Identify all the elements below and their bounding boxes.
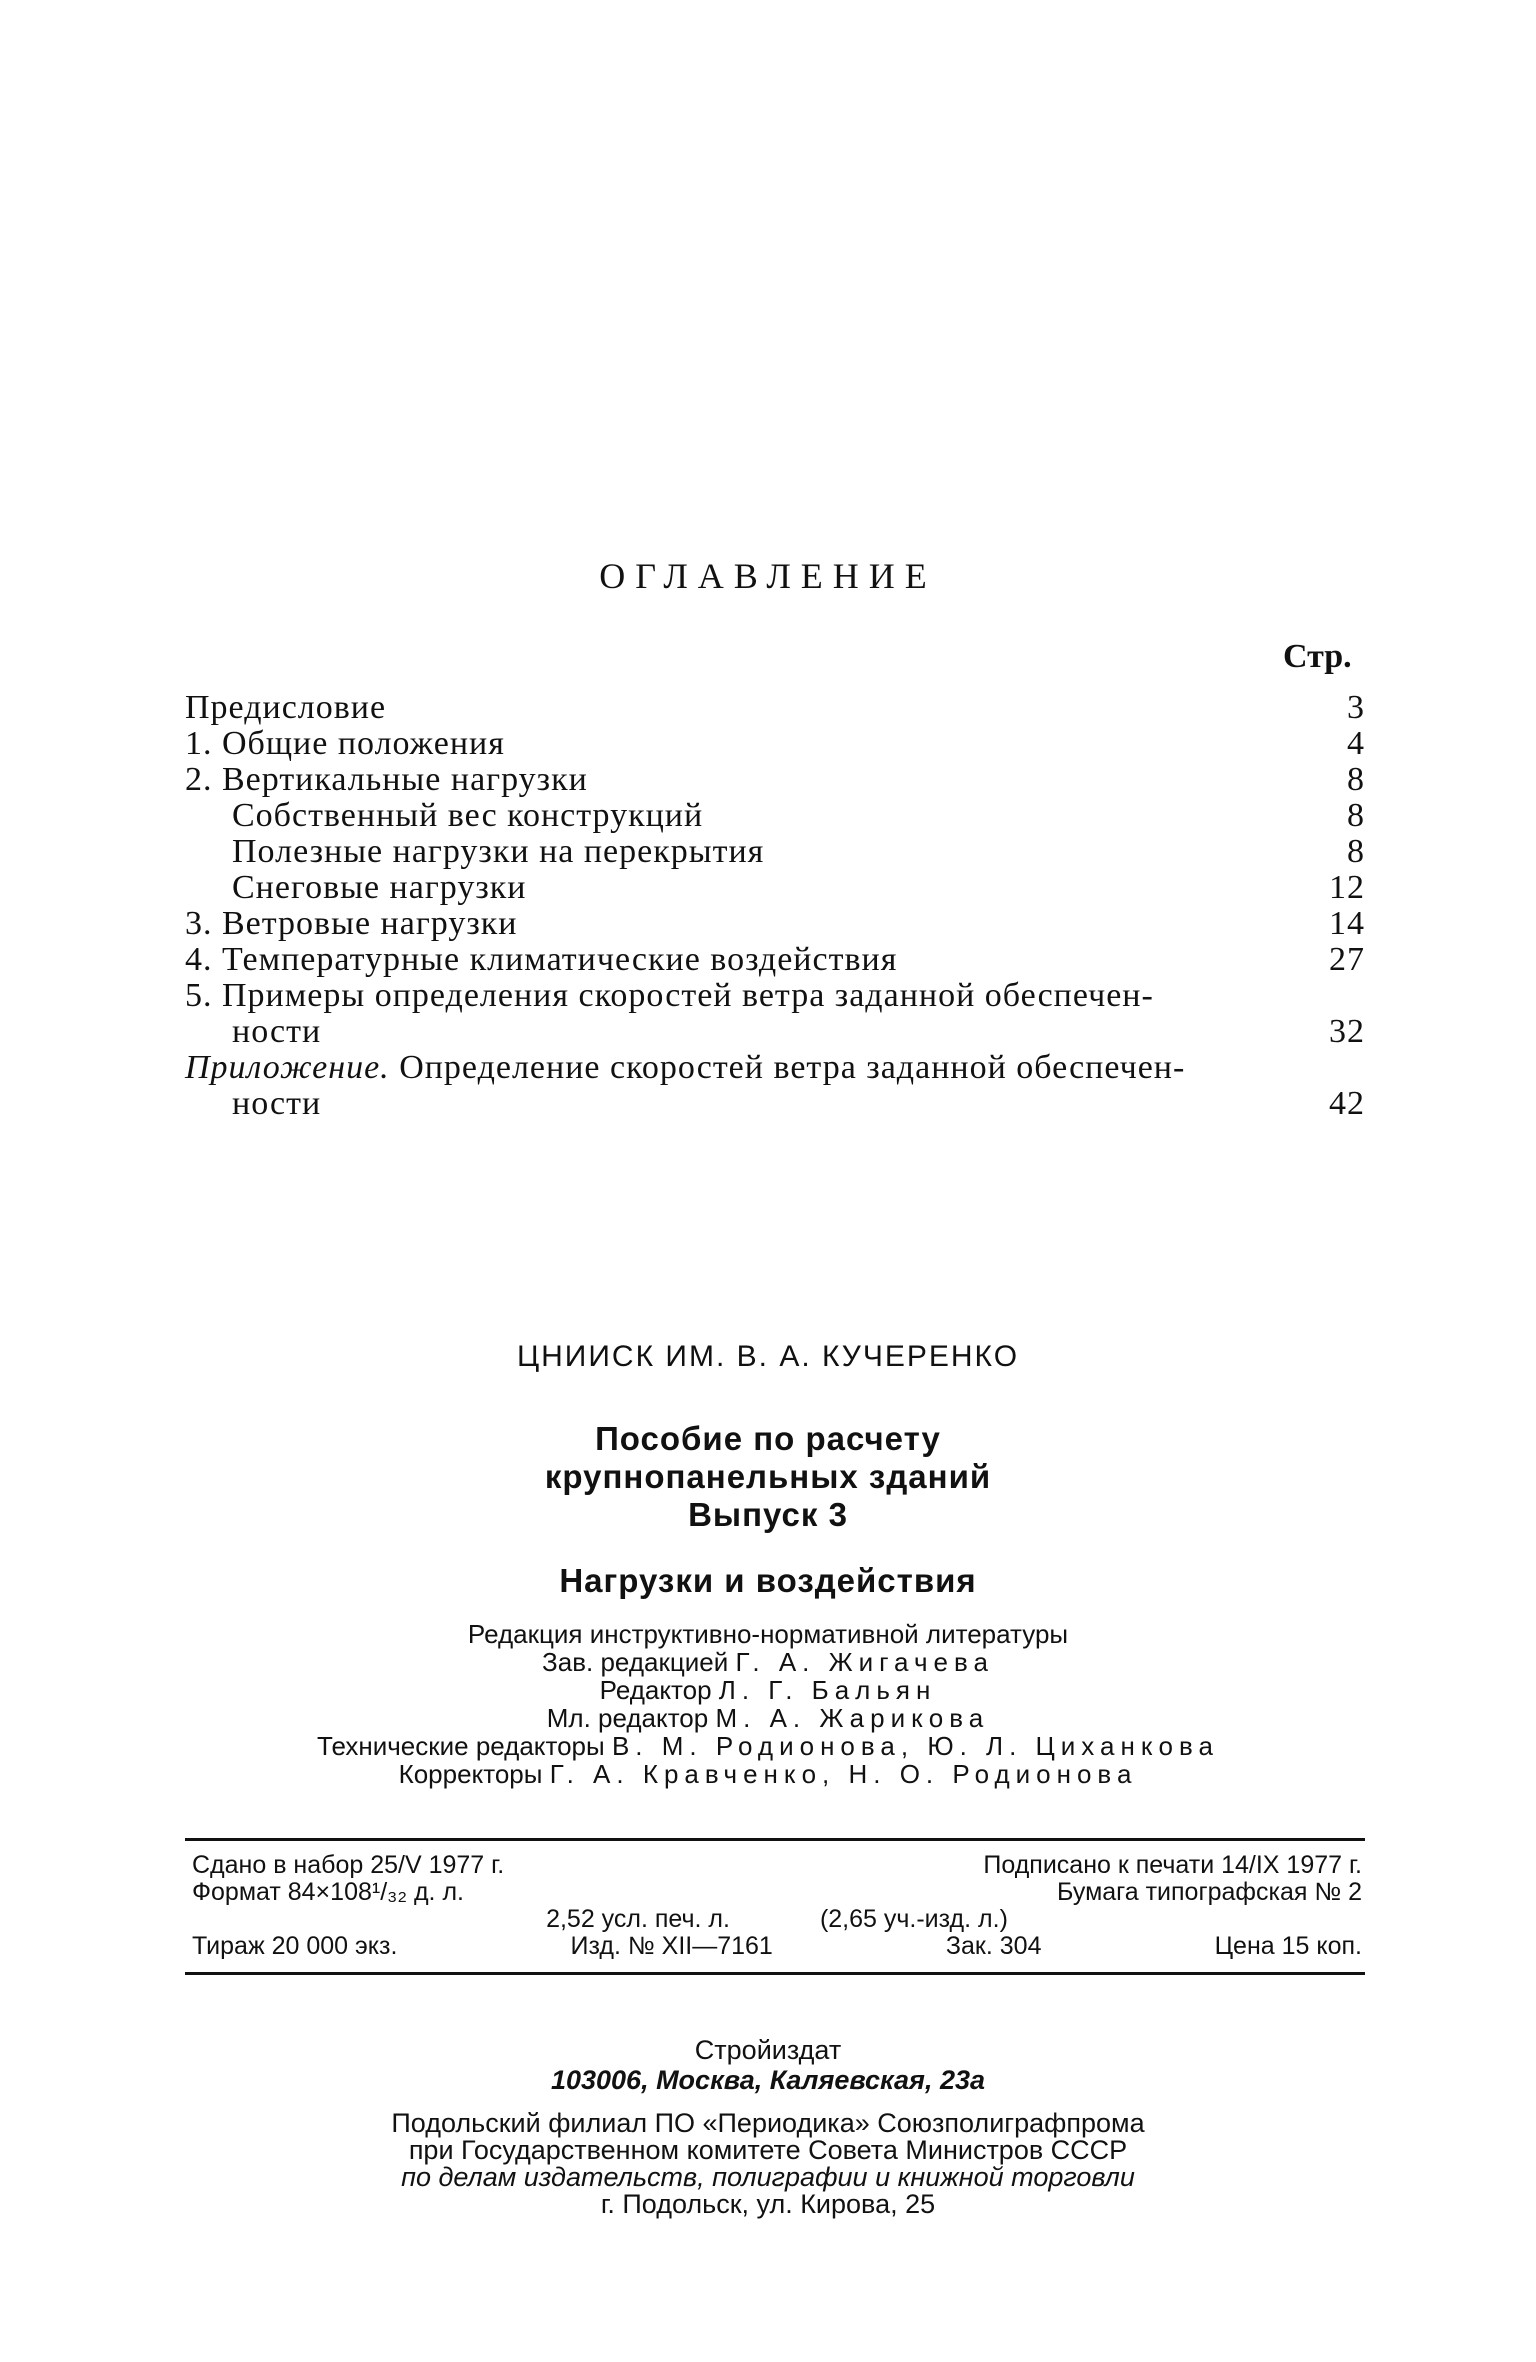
junior-editor-label: Мл. редактор <box>546 1703 709 1733</box>
toc-entry-text-continuation: ности <box>232 1085 322 1122</box>
toc-entry-page: 12 <box>1329 869 1365 906</box>
imprint-top-rule <box>185 1838 1365 1841</box>
book-title-block <box>0 1420 1536 1600</box>
toc-entry-general <box>185 726 1365 762</box>
toc-entry-text <box>185 1050 1305 1122</box>
toc-entry-text: Полезные нагрузки на перекрытия <box>232 833 765 870</box>
imprint-order-no: Зак. 304 <box>945 1932 1042 1960</box>
toc-subentry-self-weight <box>185 798 1365 834</box>
book-subtitle: Нагрузки и воздействия <box>559 1562 977 1599</box>
toc-entry-text: Предисловие <box>185 689 387 726</box>
toc-entry-text-continuation: ности <box>232 1013 322 1050</box>
imprint-sheets: 2,52 усл. печ. л. <box>546 1905 730 1933</box>
junior-editor-name: М. А. Жарикова <box>715 1703 990 1733</box>
toc-entry-page: 8 <box>1347 833 1365 870</box>
toc-entry-text: 1. Общие положения <box>185 725 505 762</box>
toc-entry-temperature <box>185 942 1365 978</box>
editor-name: Л. Г. Бальян <box>718 1675 937 1705</box>
imprint-edition-no: Изд. № XII—7161 <box>570 1932 773 1960</box>
toc-entry-page: 14 <box>1329 905 1365 942</box>
toc-appendix-label: Приложение. <box>185 1049 390 1086</box>
head-editor-label: Зав. редакцией <box>542 1647 729 1677</box>
table-of-contents <box>185 690 1365 1122</box>
toc-entry-preface <box>185 690 1365 726</box>
editor-line <box>0 1676 1536 1704</box>
head-editor-line <box>0 1648 1536 1676</box>
toc-entry-page: 8 <box>1347 797 1365 834</box>
book-title-line-2: крупнопанельных зданий <box>544 1458 992 1495</box>
toc-entry-text: 2. Вертикальные нагрузки <box>185 761 588 798</box>
toc-entry-text: Собственный вес конструкций <box>232 797 704 834</box>
tech-editors-label: Технические редакторы <box>317 1731 605 1761</box>
toc-entry-page: 32 <box>1329 1013 1365 1050</box>
tech-editors-names: В. М. Родионова, Ю. Л. Циханкова <box>611 1731 1219 1761</box>
toc-entry-page: 4 <box>1347 725 1365 762</box>
publisher-address: 103006, Москва, Каляевская, 23а <box>550 2065 986 2095</box>
imprint-row-3 <box>192 1906 1362 1933</box>
toc-entry-vertical-loads <box>185 762 1365 798</box>
imprint-row-4 <box>192 1933 1362 1960</box>
imprint-run: Тираж 20 000 экз. <box>192 1932 398 1960</box>
imprint-price: Цена 15 коп. <box>1214 1932 1362 1960</box>
toc-entry-text: 3. Ветровые нагрузки <box>185 905 518 942</box>
toc-entry-text-line: 5. Примеры определения скоростей ветра заданной обеспечен- <box>185 977 1154 1014</box>
imprint-sent-to-typeset: Сдано в набор 25/V 1977 г. <box>192 1851 505 1879</box>
edition-office: Редакция инструктивно-нормативной литературы <box>467 1619 1069 1649</box>
tech-editors-line <box>0 1732 1536 1760</box>
toc-entry-page: 42 <box>1329 1085 1365 1122</box>
imprint-row-2 <box>192 1879 1362 1906</box>
toc-entry-examples <box>185 978 1365 1050</box>
printer-block <box>0 2110 1536 2218</box>
editorial-staff <box>0 1620 1536 1788</box>
toc-page-column-header: Стр. <box>1283 638 1352 675</box>
toc-subentry-floor-loads <box>185 834 1365 870</box>
toc-entry-page: 27 <box>1329 941 1365 978</box>
toc-subentry-snow-loads <box>185 870 1365 906</box>
imprint-signed-to-print: Подписано к печати 14/IX 1977 г. <box>983 1851 1362 1879</box>
imprint-pub-sheets: (2,65 уч.-изд. л.) <box>819 1905 1008 1933</box>
printer-line-2: при Государственном комитете Совета Министров СССР <box>408 2135 1128 2165</box>
imprint-block <box>192 1852 1362 1960</box>
proofreaders-line <box>0 1760 1536 1788</box>
junior-editor-line <box>0 1704 1536 1732</box>
book-title-line-1: Пособие по расчету <box>595 1420 941 1457</box>
publisher-block <box>0 2035 1536 2095</box>
proofreaders-label: Корректоры <box>398 1759 543 1789</box>
imprint-bottom-rule <box>185 1972 1365 1975</box>
imprint-format: Формат 84×108¹/₃₂ д. л. <box>192 1878 464 1906</box>
toc-entry-page: 3 <box>1347 689 1365 726</box>
printer-line-3: по делам издательств, полиграфии и книжной торговли <box>401 2162 1135 2192</box>
organization-name: ЦНИИСК ИМ. В. А. КУЧЕРЕНКО <box>516 1340 1020 1373</box>
book-issue: Выпуск 3 <box>688 1496 848 1533</box>
printer-line-4: г. Подольск, ул. Кирова, 25 <box>600 2189 936 2219</box>
publisher-name: Стройиздат <box>694 2035 842 2065</box>
printer-line-1: Подольский филиал ПО «Периодика» Союзполиграфпрома <box>391 2108 1145 2138</box>
toc-entry-text-line: Определение скоростей ветра заданной обеспечен- <box>399 1049 1186 1086</box>
toc-entry-text: 4. Температурные климатические воздействия <box>185 941 898 978</box>
toc-entry-text: Снеговые нагрузки <box>232 869 527 906</box>
head-editor-name: Г. А. Жигачева <box>735 1647 994 1677</box>
toc-entry-page: 8 <box>1347 761 1365 798</box>
imprint-paper: Бумага типографская № 2 <box>1057 1878 1362 1906</box>
toc-title: ОГЛАВЛЕНИЕ <box>599 556 937 596</box>
toc-entry-wind-loads <box>185 906 1365 942</box>
imprint-row-1 <box>192 1852 1362 1879</box>
editor-label: Редактор <box>599 1675 712 1705</box>
toc-entry-text <box>185 978 1305 1050</box>
proofreaders-names: Г. А. Кравченко, Н. О. Родионова <box>549 1759 1138 1789</box>
toc-entry-appendix <box>185 1050 1365 1122</box>
